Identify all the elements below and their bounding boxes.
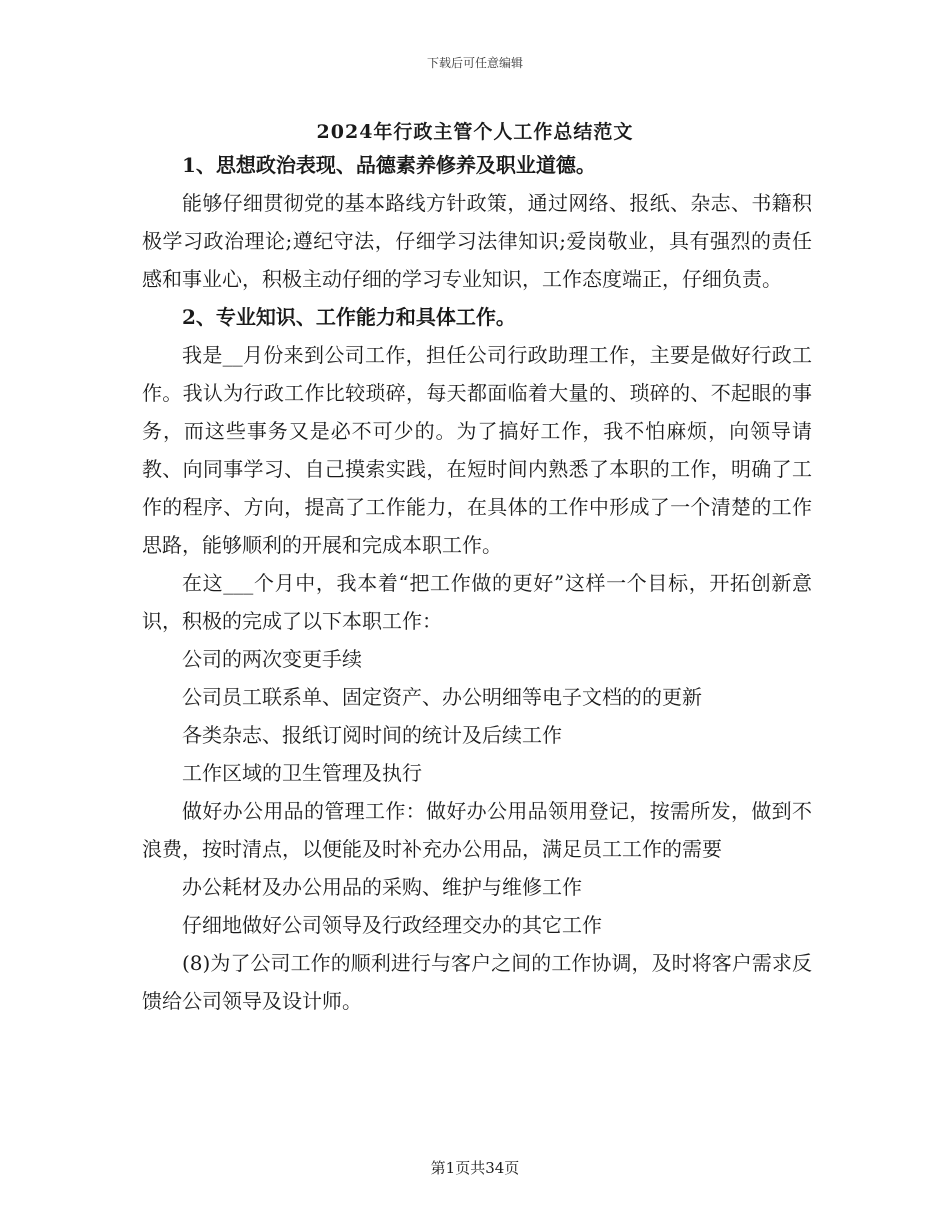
list-item: 各类杂志、报纸订阅时间的统计及后续工作 [182,723,562,747]
page-footer: 第1页共34页 [430,1159,520,1177]
list-item: 做好办公用品的管理工作：做好办公用品领用登记，按需所发，做到不浪费，按时清点，以便能及时补充办公用品，满足员工工作的需要 [142,799,812,861]
list-item: 公司员工联系单、固定资产、办公明细等电子文档的的更新 [182,685,702,709]
paragraph: 在这___个月中，我本着“把工作做的更好”这样一个目标，开拓创新意识，积极的完成了以下本职工作： [142,571,812,633]
list-item: 公司的两次变更手续 [182,647,362,671]
section-heading-2: 2、专业知识、工作能力和具体工作。 [182,305,516,329]
list-item: 办公耗材及办公用品的采购、维护与维修工作 [182,875,582,899]
list-item: (8)为了公司工作的顺利进行与客户之间的工作协调，及时将客户需求反馈给公司领导及设计师。 [142,951,812,1013]
document-title: 2024年行政主管个人工作总结范文 [316,121,634,143]
list-item: 工作区域的卫生管理及执行 [182,761,422,785]
section-heading-1: 1、思想政治表现、品德素养修养及职业道德。 [182,153,596,177]
list-item: 仔细地做好公司领导及行政经理交办的其它工作 [182,913,602,937]
paragraph: 能够仔细贯彻党的基本路线方针政策，通过网络、报纸、杂志、书籍积极学习政治理论;遵纪守法，仔细学习法律知识;爱岗敬业，具有强烈的责任感和事业心，积极主动仔细的学习专业知识，工作态度端正，仔细负责。 [142,191,812,291]
page-header: 下载后可任意编辑 [426,56,523,70]
document-body [142,146,812,1020]
paragraph: 我是__月份来到公司工作，担任公司行政助理工作，主要是做好行政工作。我认为行政工作比较琐碎，每天都面临着大量的、琐碎的、不起眼的事务，而这些事务又是必不可少的。为了搞好工作，我不怕麻烦，向领导请教、向同事学习、自己摸索实践，在短时间内熟悉了本职的工作，明确了工作的程序、方向，提高了工作能力，在具体的工作中形成了一个清楚的工作思路，能够顺利的开展和完成本职工作。 [142,343,812,557]
